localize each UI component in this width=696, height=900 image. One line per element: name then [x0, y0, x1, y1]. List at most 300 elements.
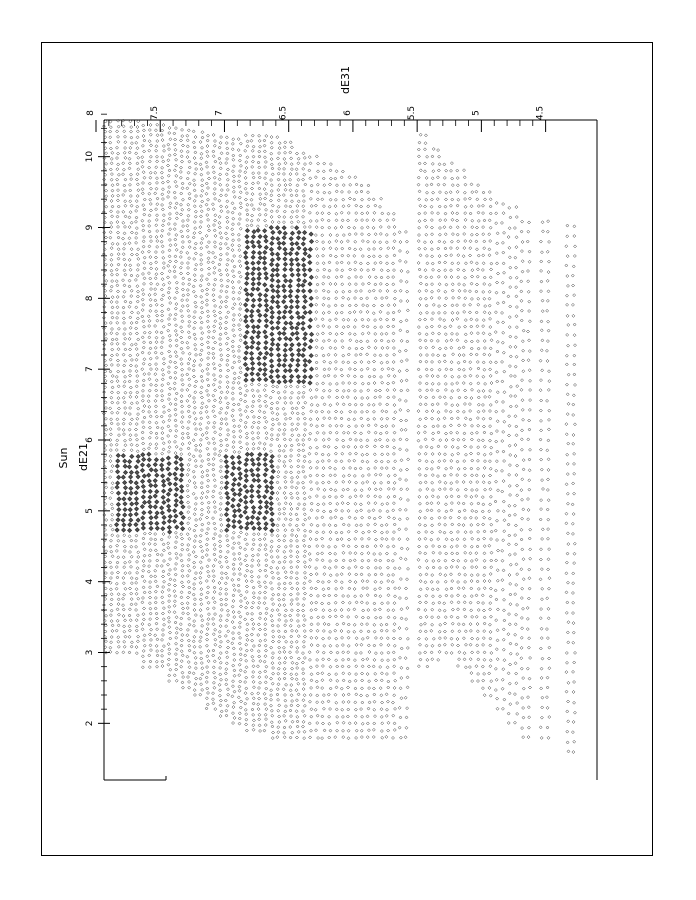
data-point	[187, 543, 190, 546]
data-point	[425, 346, 428, 349]
data-point	[199, 391, 202, 394]
data-point	[149, 612, 152, 615]
data-point	[309, 339, 313, 343]
data-point	[257, 484, 261, 488]
data-point	[430, 538, 433, 541]
data-point	[321, 701, 324, 704]
data-point	[220, 152, 223, 155]
data-point	[328, 524, 331, 527]
data-point	[168, 334, 171, 337]
data-point	[257, 522, 261, 526]
data-point	[321, 665, 324, 668]
data-point	[218, 215, 221, 218]
data-point	[257, 553, 260, 556]
data-point	[142, 129, 145, 132]
data-point	[135, 348, 138, 351]
data-point	[169, 402, 172, 405]
data-point	[122, 651, 125, 654]
data-point	[323, 368, 326, 371]
data-point	[129, 301, 132, 304]
data-point	[167, 663, 170, 666]
data-point	[219, 666, 222, 669]
data-point	[200, 567, 203, 570]
data-point	[335, 247, 338, 250]
data-point	[385, 693, 388, 696]
data-point	[143, 500, 147, 504]
data-point	[323, 729, 326, 732]
data-point	[310, 715, 313, 718]
data-point	[206, 426, 209, 429]
data-point	[226, 496, 230, 500]
data-point	[155, 660, 158, 663]
data-point	[148, 666, 151, 669]
data-point	[122, 597, 125, 600]
data-point	[201, 688, 204, 691]
data-point	[271, 220, 274, 223]
data-point	[296, 273, 300, 277]
data-point	[201, 556, 204, 559]
data-point	[362, 325, 365, 328]
data-point	[367, 523, 370, 526]
data-point	[160, 331, 163, 334]
data-point	[289, 544, 292, 547]
data-point	[282, 236, 286, 240]
data-point	[180, 309, 183, 312]
data-point	[250, 489, 254, 493]
data-point	[251, 405, 254, 408]
data-point	[263, 356, 267, 360]
data-point	[212, 166, 215, 169]
data-point	[117, 613, 120, 616]
data-point	[220, 358, 223, 361]
data-point	[130, 126, 133, 129]
data-point	[347, 425, 350, 428]
data-point	[271, 640, 274, 643]
data-point	[115, 582, 118, 585]
data-point	[257, 436, 260, 439]
data-point	[438, 460, 441, 463]
data-point	[225, 449, 228, 452]
data-point	[220, 678, 223, 681]
data-point	[239, 255, 242, 258]
data-point	[316, 191, 319, 194]
data-point	[175, 631, 178, 634]
data-point	[239, 170, 242, 173]
data-point	[124, 412, 127, 415]
data-point	[160, 240, 163, 243]
data-point	[284, 141, 287, 144]
data-point	[374, 559, 377, 562]
data-point	[142, 560, 145, 563]
data-point	[354, 319, 357, 322]
data-point	[297, 396, 300, 399]
data-point	[426, 509, 429, 512]
data-point	[296, 715, 299, 718]
data-point	[362, 587, 365, 590]
data-point	[175, 525, 179, 529]
data-point	[168, 446, 171, 449]
data-point	[188, 257, 191, 260]
x-tick-label: 3	[85, 649, 95, 656]
data-point	[425, 225, 428, 228]
data-point	[116, 453, 120, 457]
data-point	[124, 300, 127, 303]
data-point	[270, 464, 274, 468]
data-point	[252, 728, 255, 731]
data-point	[155, 235, 158, 238]
data-point	[335, 190, 338, 193]
data-point	[141, 628, 144, 631]
data-point	[295, 152, 298, 155]
data-point	[137, 635, 140, 638]
data-point	[128, 258, 131, 261]
data-point	[296, 385, 299, 388]
data-point	[181, 288, 184, 291]
data-point	[161, 176, 164, 179]
data-point	[334, 545, 337, 548]
data-point	[250, 565, 253, 568]
data-point	[201, 200, 204, 203]
data-point	[387, 367, 390, 370]
data-point	[399, 557, 402, 560]
data-point	[167, 508, 171, 512]
data-point	[250, 224, 253, 227]
data-point	[252, 400, 255, 403]
data-point	[143, 139, 146, 142]
data-point	[168, 472, 172, 476]
data-point	[361, 424, 364, 427]
data-point	[278, 167, 281, 170]
data-point	[290, 194, 293, 197]
data-point	[374, 276, 377, 279]
data-point	[141, 336, 144, 339]
data-point	[322, 382, 325, 385]
data-point	[295, 572, 298, 575]
data-point	[264, 324, 268, 328]
data-point	[398, 656, 401, 659]
data-point	[252, 230, 256, 234]
data-point	[437, 411, 440, 414]
data-point	[239, 275, 242, 278]
data-point	[233, 542, 236, 545]
data-point	[295, 226, 299, 230]
data-point	[387, 609, 390, 612]
data-point	[438, 452, 441, 455]
data-point	[186, 655, 189, 658]
data-point	[109, 407, 112, 410]
data-point	[147, 447, 150, 450]
data-point	[327, 297, 330, 300]
data-point	[373, 517, 376, 520]
data-point	[237, 455, 241, 459]
data-point	[193, 481, 196, 484]
data-point	[155, 145, 158, 148]
data-point	[314, 234, 317, 237]
data-point	[380, 715, 383, 718]
data-point	[392, 212, 395, 215]
data-point	[117, 508, 121, 512]
data-point	[375, 460, 378, 463]
data-point	[232, 466, 236, 470]
data-point	[290, 358, 294, 362]
data-point	[277, 310, 281, 314]
data-point	[246, 389, 249, 392]
data-point	[380, 445, 383, 448]
data-point	[199, 231, 202, 234]
data-point	[212, 702, 215, 705]
data-point	[160, 467, 164, 471]
data-point	[385, 241, 388, 244]
data-point	[129, 422, 132, 425]
data-point	[116, 481, 120, 485]
data-point	[257, 686, 260, 689]
data-point	[263, 144, 266, 147]
data-point	[142, 181, 145, 184]
data-point	[406, 547, 409, 550]
data-point	[244, 384, 247, 387]
data-point	[110, 354, 113, 357]
data-point	[160, 134, 163, 137]
data-point	[342, 693, 345, 696]
data-point	[187, 468, 190, 471]
data-point	[231, 223, 234, 226]
data-point	[297, 348, 301, 352]
data-point	[105, 189, 108, 192]
data-point	[140, 505, 144, 509]
data-point	[214, 320, 217, 323]
data-point	[175, 658, 178, 661]
data-point	[336, 234, 339, 237]
data-point	[295, 215, 298, 218]
data-point	[219, 619, 222, 622]
data-point	[136, 268, 139, 271]
data-point	[115, 443, 118, 446]
data-point	[161, 250, 164, 253]
data-point	[424, 552, 427, 555]
data-point	[258, 591, 261, 594]
data-point	[199, 598, 202, 601]
data-point	[271, 598, 274, 601]
data-point	[342, 354, 345, 357]
data-point	[263, 411, 266, 414]
data-point	[322, 247, 325, 250]
data-point	[117, 257, 120, 260]
data-point	[130, 545, 133, 548]
data-point	[360, 360, 363, 363]
data-point	[193, 529, 196, 532]
data-point	[297, 609, 300, 612]
data-point	[373, 623, 376, 626]
data-point	[219, 411, 222, 414]
data-point	[130, 565, 133, 568]
data-point	[419, 339, 422, 342]
data-point	[315, 452, 318, 455]
data-point	[195, 380, 198, 383]
data-point	[297, 603, 300, 606]
data-point	[335, 410, 338, 413]
x-tick-label: 7	[85, 366, 95, 373]
data-point	[121, 518, 125, 522]
data-point	[366, 715, 369, 718]
data-point	[214, 558, 217, 561]
data-point	[367, 665, 370, 668]
data-point	[335, 587, 338, 590]
data-point	[160, 538, 163, 541]
data-point	[231, 578, 234, 581]
data-point	[315, 567, 318, 570]
data-point	[302, 470, 305, 473]
data-point	[340, 460, 343, 463]
data-point	[168, 652, 171, 655]
data-point	[226, 363, 229, 366]
data-point	[353, 630, 356, 633]
data-point	[238, 180, 241, 183]
data-point	[169, 668, 172, 671]
data-point	[244, 351, 248, 355]
data-point	[283, 726, 286, 729]
data-point	[110, 443, 113, 446]
data-point	[135, 209, 138, 212]
data-point	[322, 707, 325, 710]
data-point	[322, 354, 325, 357]
data-point	[276, 491, 279, 494]
data-point	[188, 352, 191, 355]
data-point	[225, 556, 228, 559]
data-point	[315, 354, 318, 357]
data-point	[296, 492, 299, 495]
data-point	[129, 406, 132, 409]
data-point	[194, 305, 197, 308]
data-point	[309, 538, 312, 541]
data-point	[251, 214, 254, 217]
data-point	[297, 283, 301, 287]
data-point	[208, 559, 211, 562]
data-point	[220, 481, 223, 484]
data-point	[201, 523, 204, 526]
data-point	[182, 607, 185, 610]
data-point	[354, 552, 357, 555]
data-point	[214, 613, 217, 616]
data-point	[404, 230, 407, 233]
data-point	[111, 555, 114, 558]
data-point	[315, 665, 318, 668]
data-point	[308, 359, 312, 363]
data-point	[348, 290, 351, 293]
data-point	[297, 417, 300, 420]
data-point	[162, 362, 165, 365]
data-point	[232, 180, 235, 183]
data-point	[387, 616, 390, 619]
data-point	[308, 261, 312, 265]
data-point	[207, 208, 210, 211]
data-point	[123, 502, 127, 506]
data-point	[417, 425, 420, 428]
data-point	[295, 194, 298, 197]
data-point	[205, 681, 208, 684]
data-point	[424, 425, 427, 428]
data-point	[105, 428, 108, 431]
data-point	[116, 359, 119, 362]
data-point	[361, 616, 364, 619]
data-point	[212, 474, 215, 477]
data-point	[336, 644, 339, 647]
data-point	[277, 470, 280, 473]
data-point	[394, 595, 397, 598]
data-point	[130, 204, 133, 207]
data-point	[265, 288, 269, 292]
data-point	[309, 474, 312, 477]
data-point	[128, 635, 131, 638]
data-point	[207, 421, 210, 424]
data-point	[430, 629, 433, 632]
data-point	[348, 233, 351, 236]
data-point	[284, 321, 288, 325]
data-point	[251, 261, 255, 265]
data-point	[141, 437, 144, 440]
data-point	[271, 326, 275, 330]
data-point	[199, 140, 202, 143]
data-point	[315, 538, 318, 541]
data-point	[379, 205, 382, 208]
data-point	[310, 679, 313, 682]
data-point	[270, 438, 273, 441]
data-point	[207, 586, 210, 589]
data-point	[137, 407, 140, 410]
data-point	[110, 173, 113, 176]
data-point	[200, 173, 203, 176]
data-point	[213, 548, 216, 551]
data-point	[407, 567, 410, 570]
data-point	[392, 381, 395, 384]
data-point	[334, 255, 337, 258]
data-point	[128, 528, 132, 532]
data-point	[220, 465, 223, 468]
data-point	[387, 574, 390, 577]
data-point	[360, 205, 363, 208]
data-point	[150, 282, 153, 285]
data-point	[380, 672, 383, 675]
data-point	[193, 561, 196, 564]
data-point	[188, 415, 191, 418]
data-point	[373, 722, 376, 725]
data-point	[161, 304, 164, 307]
data-point	[206, 623, 209, 626]
data-point	[419, 643, 422, 646]
data-point	[128, 237, 131, 240]
data-point	[154, 575, 157, 578]
data-point	[219, 375, 222, 378]
data-point	[417, 234, 420, 237]
data-point	[303, 422, 306, 425]
data-point	[161, 378, 164, 381]
data-point	[367, 282, 370, 285]
data-point	[424, 417, 427, 420]
data-point	[380, 581, 383, 584]
data-point	[283, 231, 287, 235]
data-point	[226, 444, 229, 447]
data-point	[360, 687, 363, 690]
data-point	[199, 581, 202, 584]
data-point	[349, 183, 352, 186]
data-point	[186, 484, 189, 487]
data-point	[124, 146, 127, 149]
data-point	[233, 616, 236, 619]
data-point	[227, 279, 230, 282]
data-point	[295, 678, 298, 681]
data-point	[181, 633, 184, 636]
data-point	[323, 375, 326, 378]
data-point	[115, 464, 119, 468]
